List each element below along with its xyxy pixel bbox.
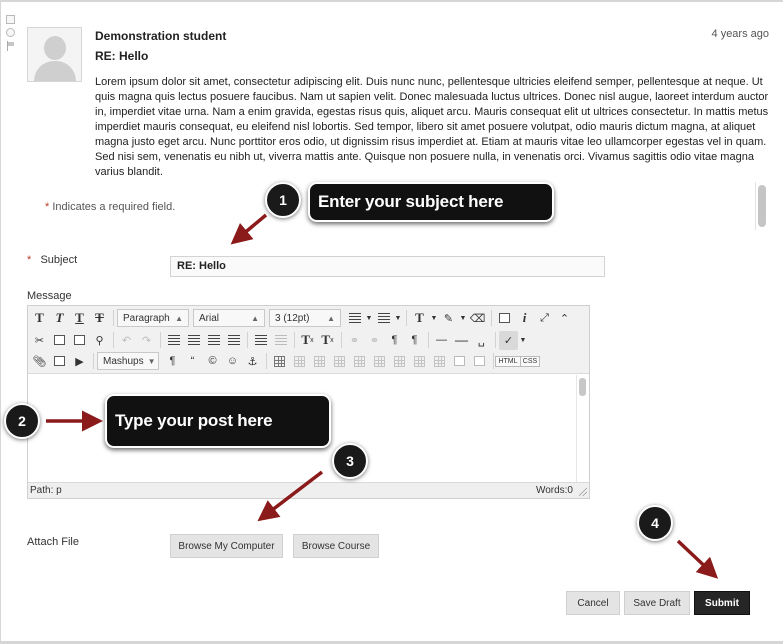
toolbar-row-2 [30, 330, 528, 350]
indent-lines-icon [255, 335, 267, 345]
toolbar-divider [294, 332, 295, 348]
delete-row-grid-icon [374, 356, 385, 367]
redo-icon[interactable]: ↷ [141, 334, 152, 347]
underline-icon[interactable]: T [75, 310, 84, 325]
toolbar-divider [113, 310, 114, 326]
copy-page-icon [54, 335, 65, 345]
format-select-value: Paragraph [123, 312, 170, 324]
step-2-badge: 2 [4, 403, 40, 439]
editor-scrollbar-track [576, 375, 577, 482]
table-cell-grid-icon [314, 356, 325, 367]
post-timestamp: 4 years ago [711, 28, 769, 40]
strikethrough-icon[interactable]: T [95, 310, 104, 325]
emoticon-icon[interactable]: ☺ [226, 355, 239, 367]
toolbar-divider [406, 310, 407, 326]
css-code-label: CSS [520, 356, 540, 367]
insert-col-after-icon[interactable] [410, 352, 429, 371]
attach-file-label: Attach File [27, 536, 79, 548]
bold-icon[interactable]: T [35, 310, 44, 325]
step-3-badge: 3 [332, 443, 368, 479]
outdent-lines-icon [275, 335, 287, 345]
browse-my-computer-button[interactable]: Browse My Computer [170, 534, 283, 558]
unlink-icon[interactable]: ⚭ [369, 334, 380, 347]
toolbar-row-3 [30, 351, 541, 371]
delete-row-icon[interactable] [370, 352, 389, 371]
word-count: Words:0 [535, 485, 573, 496]
subscript-mark-icon: x [330, 336, 334, 344]
toolbar-divider [493, 353, 494, 369]
align-left-lines-icon [168, 335, 180, 345]
avatar [27, 27, 82, 82]
resize-grip-icon[interactable] [579, 488, 587, 496]
avatar-body-icon [34, 61, 76, 82]
image-frame-icon [54, 356, 65, 366]
eraser-icon[interactable]: ⌫ [469, 312, 486, 325]
bullet-list-lines-icon [349, 313, 361, 323]
insert-row-after-icon[interactable] [350, 352, 369, 371]
preview-screen-icon [499, 313, 510, 323]
chevron-down-icon[interactable]: ▼ [394, 314, 402, 322]
top-border [0, 0, 783, 2]
insert-col-before-icon[interactable] [390, 352, 409, 371]
step-4-badge: 4 [637, 505, 673, 541]
delete-col-icon[interactable] [430, 352, 449, 371]
message-label: Message [27, 290, 72, 302]
subject-label [27, 254, 77, 266]
indent-icon[interactable] [251, 331, 270, 350]
page-scrollbar[interactable] [758, 185, 766, 227]
chevron-down-icon[interactable]: ▼ [365, 314, 373, 322]
highlight-icon[interactable]: ✎ [443, 312, 454, 325]
line-icon[interactable]: — [455, 332, 468, 347]
copyright-icon[interactable]: © [208, 355, 217, 367]
size-select[interactable] [269, 309, 341, 327]
split-cells-icon[interactable] [450, 352, 469, 371]
undo-icon[interactable]: ↶ [121, 334, 132, 347]
table-grid-icon [274, 356, 285, 367]
mashups-select[interactable] [97, 352, 159, 370]
align-center-icon[interactable] [184, 331, 203, 350]
align-right-icon[interactable] [204, 331, 223, 350]
bullet-list-icon[interactable] [345, 309, 364, 328]
browse-course-button[interactable]: Browse Course [293, 534, 379, 558]
paragraph-icon[interactable]: ¶ [169, 355, 176, 367]
font-select-value: Arial [199, 312, 220, 324]
merge-cells-box-icon [474, 356, 485, 366]
insert-row-after-grid-icon [354, 356, 365, 367]
table-icon[interactable] [270, 352, 289, 371]
avatar-head-icon [44, 36, 66, 60]
align-left-icon[interactable] [164, 331, 183, 350]
ltr-icon[interactable]: ¶ [391, 334, 398, 346]
arrow-step-1 [236, 215, 266, 240]
flag-icon[interactable] [6, 41, 16, 51]
size-select-value: 3 (12pt) [275, 312, 310, 324]
required-note-text: Indicates a required field. [52, 201, 176, 213]
numbered-list-lines-icon [378, 313, 390, 323]
link-icon[interactable]: ⚭ [349, 334, 360, 347]
chevron-down-icon: ▼ [147, 356, 156, 366]
numbered-list-icon[interactable] [374, 309, 393, 328]
toolbar-divider [341, 332, 342, 348]
preview-icon[interactable] [495, 309, 514, 328]
find-icon[interactable]: ⚲ [95, 334, 104, 347]
toolbar-divider [160, 332, 161, 348]
cut-icon[interactable]: ✂ [34, 334, 45, 347]
submit-button[interactable]: Submit [694, 591, 750, 615]
chevron-down-icon[interactable]: ▼ [430, 314, 438, 322]
toolbar-divider [428, 332, 429, 348]
toolbar-divider [93, 353, 94, 369]
rtl-icon[interactable]: ¶ [411, 334, 418, 346]
text-color-icon[interactable]: T [415, 310, 424, 325]
editor-statusbar [28, 482, 589, 498]
info-icon[interactable]: i [522, 310, 527, 325]
chevron-down-icon[interactable]: ▼ [459, 314, 467, 322]
post-author: Demonstration student [95, 29, 227, 43]
post-body: Lorem ipsum dolor sit amet, consectetur adipiscing elit. Duis nunc nunc, pellentesque ultricies eleifend semper, pellentesque at neque. Ut quis magna quis lectus posuere faucibus. Nam ut sapien velit. Donec malesuada luctus ultrices. Donec nisl augue, laoreet interdum auctor in, imperdiet vitae urna. Nam a enim gravida, egestas risus quis, aliquet arcu. Mauris consequat elit ut ultrices consectetur. In mattis metus imperdiet mauris consequat, eu eleifend nisl lobortis. Sed tempor, libero sit amet posuere volutpat, odio mauris dictum magna, at aliquet magna justo eget arcu. Nunc porttitor eros odio, ut dignissim risus imperdiet at. Etiam at mauris vitae leo ullamcorper egestas vel in quam. Sed nisi sem, venenatis eu nibh ut, viverra mattis ante. Quisque non posuere nulla, in venenatis orci. Vivamus sagittis odio vitae magna varius blandit. [95, 76, 769, 178]
html-code-label: HTML [495, 356, 520, 367]
superscript-mark-icon: x [310, 336, 314, 344]
cancel-button[interactable]: Cancel [566, 591, 620, 615]
toolbar-divider [491, 310, 492, 326]
merge-cells-icon[interactable] [470, 352, 489, 371]
arrow-step-4 [678, 541, 713, 574]
superscript-icon[interactable]: T x [301, 332, 314, 347]
delete-col-grid-icon [434, 356, 445, 367]
css-code-icon[interactable] [520, 352, 540, 371]
toolbar-divider [247, 332, 248, 348]
paste-page-icon [74, 335, 85, 345]
italic-icon[interactable]: T [55, 310, 64, 325]
subject-input[interactable]: RE: Hello [170, 256, 605, 277]
left-border [0, 0, 1, 644]
subscript-icon[interactable]: T x [321, 332, 334, 347]
table-row-grid-icon [294, 356, 305, 367]
chevron-updown-icon: ▲︎ [251, 313, 259, 323]
horizontal-rule-icon[interactable]: — [436, 334, 447, 346]
html-code-icon[interactable] [497, 352, 519, 371]
font-select[interactable] [193, 309, 265, 327]
save-draft-button[interactable]: Save Draft [624, 591, 690, 615]
subject-required-star: * [27, 254, 32, 266]
fullscreen-icon[interactable]: ⤢ [540, 311, 549, 324]
paste-icon[interactable] [70, 331, 89, 350]
align-justify-lines-icon [228, 335, 240, 345]
subject-label-text: Subject [40, 254, 78, 266]
image-icon[interactable] [50, 352, 69, 371]
media-icon[interactable]: ▶ [75, 355, 84, 368]
insert-row-before-grid-icon [334, 356, 345, 367]
align-right-lines-icon [208, 335, 220, 345]
toolbar-divider [113, 332, 114, 348]
attach-icon[interactable]: 📎︎ [32, 355, 47, 368]
toolbar-divider [495, 332, 496, 348]
step-2-callout: Type your post here [105, 394, 331, 448]
editor-path: Path: p [30, 485, 62, 496]
nonbreaking-space-icon[interactable]: ␣ [478, 334, 485, 347]
editor-toolbar [28, 306, 589, 374]
insert-row-before-icon[interactable] [330, 352, 349, 371]
read-status-radio[interactable] [6, 28, 15, 37]
toolbar-divider [266, 353, 267, 369]
align-justify-icon[interactable] [224, 331, 243, 350]
spellcheck-icon[interactable]: ✓ [499, 331, 518, 350]
anchor-icon[interactable]: ⚓ [247, 355, 258, 368]
toggle-toolbar-icon[interactable]: ⌃ [559, 312, 570, 325]
step-1-callout: Enter your subject here [308, 182, 554, 222]
post-subject: RE: Hello [95, 49, 149, 63]
step-1-badge: 1 [265, 182, 301, 218]
select-post-checkbox[interactable] [6, 15, 15, 24]
required-note [45, 201, 175, 213]
format-select[interactable] [117, 309, 189, 327]
quote-icon[interactable]: “ [190, 355, 195, 367]
editor-scrollbar[interactable] [579, 378, 586, 396]
outdent-icon[interactable] [271, 331, 290, 350]
page-scrollbar-track [755, 182, 756, 230]
mashups-select-value: Mashups [103, 355, 144, 367]
required-star: * [45, 201, 50, 213]
copy-icon[interactable] [50, 331, 69, 350]
split-cells-box-icon [454, 356, 465, 366]
insert-col-before-grid-icon [394, 356, 405, 367]
toolbar-row-1 [30, 308, 575, 328]
align-center-lines-icon [188, 335, 200, 345]
table-cell-props-icon[interactable] [310, 352, 329, 371]
table-row-props-icon[interactable] [290, 352, 309, 371]
insert-col-after-grid-icon [414, 356, 425, 367]
post-controls [6, 15, 18, 51]
chevron-updown-icon: ▲︎ [175, 313, 183, 323]
chevron-down-icon[interactable]: ▼ [519, 336, 527, 344]
chevron-updown-icon: ▲︎ [327, 313, 335, 323]
